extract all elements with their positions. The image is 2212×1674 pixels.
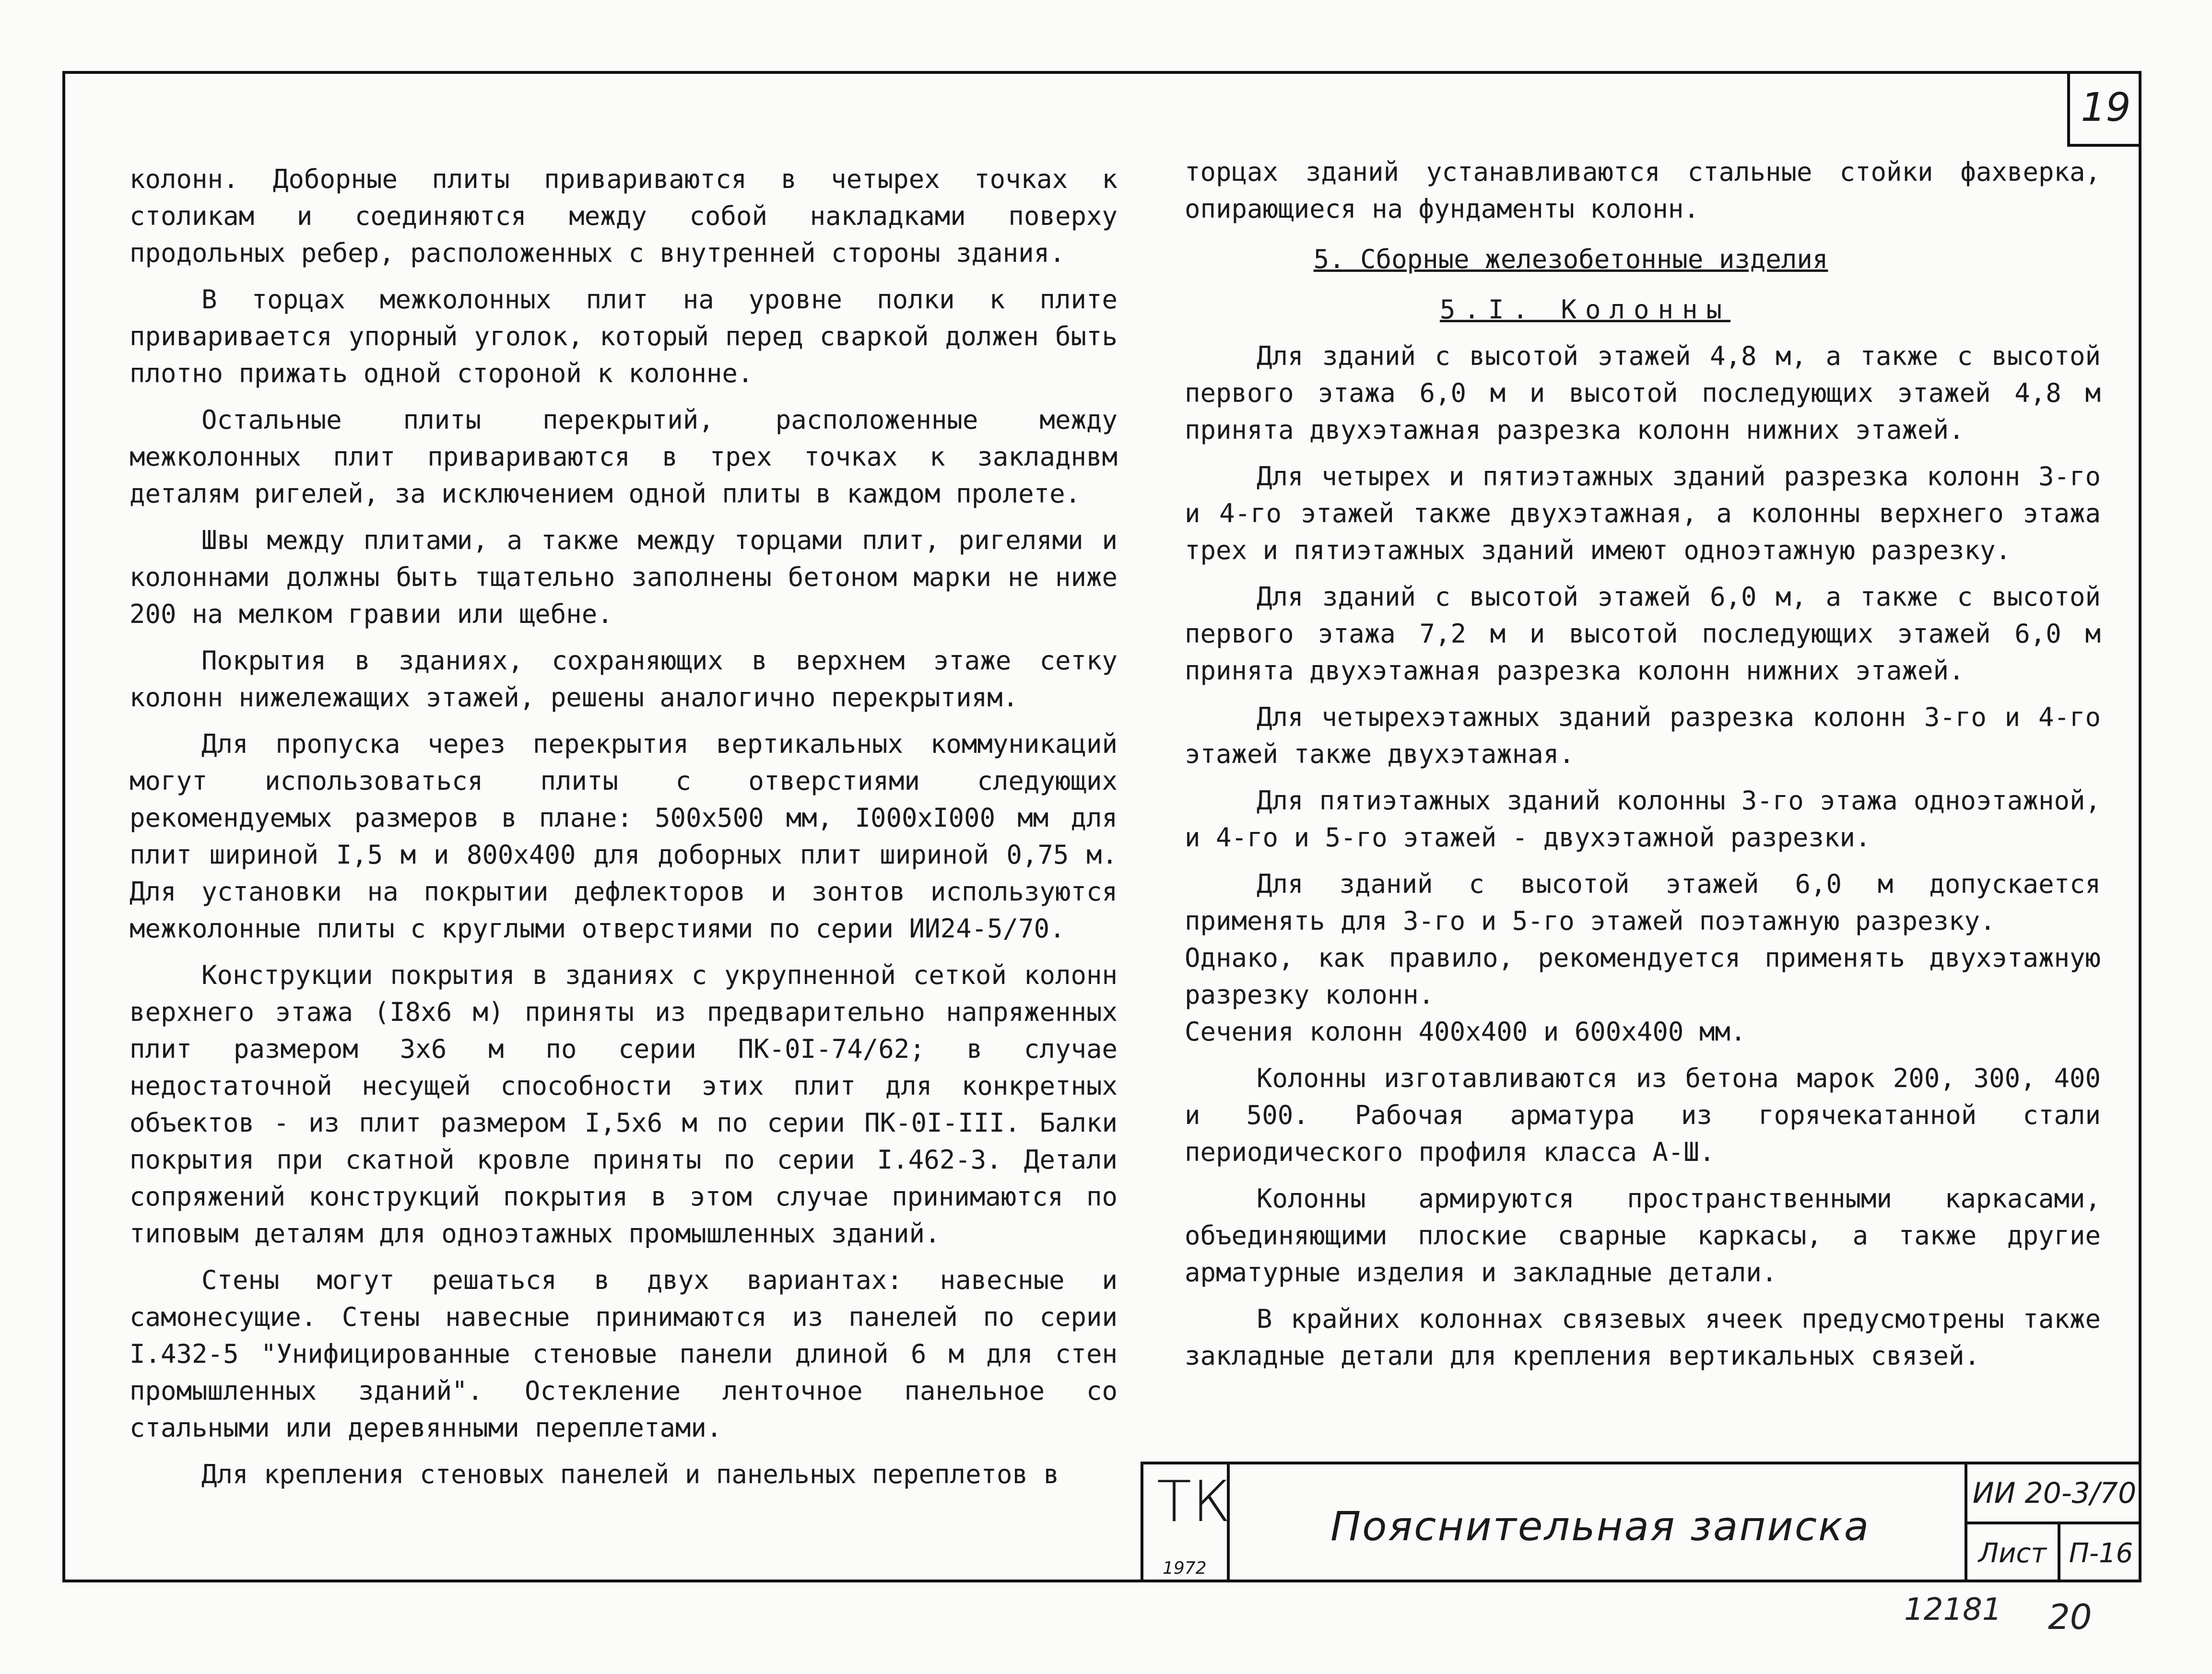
logo-text: ТК <box>1157 1468 1232 1534</box>
sheet-value: П-16 <box>2069 1538 2133 1569</box>
paragraph: Колонны армируются пространственными каркасами, объединяющими плоские сварные каркасы, а также другие арматурные изделия и закладные детали. <box>1185 1183 2101 1288</box>
paragraph: колонн. Доборные плиты привариваются в четырех точках к столикам и соединяются между собой накладками поверху продольных ребер, расположенных с внутренней стороны здания. <box>129 164 1118 268</box>
archive-number: 12181 <box>1904 1592 2002 1627</box>
section-heading: 5. Сборные железобетонные изделия <box>1313 244 1828 274</box>
paragraph: Конструкции покрытия в зданиях с укрупненной сеткой колонн верхнего этажа (I8х6 м) приняты из предварительно напряженных плит размером 3х6 м по серии ПК-0I-74/62; в случае недостаточной несущей способности этих плит для конкретных объектов - из плит размером I,5х6 м по серии ПК-0I-III. Балки покрытия при скатной кровле приняты по серии I.462-3. Детали сопряжений конструкций покрытия в этом случае принимаются по типовым деталям для одноэтажных промышленных зданий. <box>129 960 1118 1249</box>
paragraph: В крайних колоннах связевых ячеек предусмотрены также закладные детали для крепления вертикальных связей. <box>1185 1304 2101 1371</box>
paragraph: Остальные плиты перекрытий, расположенные между межколонных плит привариваются в трех точках к закладнвм деталям ригелей, за исключением одной плиты в каждом пролете. <box>129 405 1118 509</box>
right-column <box>1185 153 2101 1384</box>
paragraph: Для зданий с высотой этажей 6,0 м допускается применять для 3-го и 5-го этажей поэтажную разрезку. <box>1185 869 2101 936</box>
sheet-number: 19 <box>2067 71 2141 147</box>
left-column <box>129 161 1118 1502</box>
paragraph: Для зданий с высотой этажей 4,8 м, а также с высотой первого этажа 6,0 м и высотой последующих этажей 4,8 м принята двухэтажная разрезка колонн нижних этажей. <box>1185 341 2101 445</box>
paragraph: Для крепления стеновых панелей и панельных переплетов в <box>201 1459 1059 1489</box>
paragraph: Однако, как правило, рекомендуется применять двухэтажную разрезку колонн. <box>1185 943 2101 1010</box>
sheet-label: Лист <box>1965 1524 2060 1582</box>
title-block <box>1141 1462 2141 1582</box>
paragraph: Сечения колонн 400х400 и 600х400 мм. <box>1185 1017 1746 1047</box>
logo-year: 1972 <box>1163 1558 1207 1578</box>
paragraph: Для пропуска через перекрытия вертикальных коммуникаций могут использоваться плиты с отверстиями следующих рекомендуемых размеров в плане: 500х500 мм, I000хI000 мм для плит шириной I,5 м и 800х400 для доборных плит шириной 0,75 м. Для установки на покрытии дефлекторов и зонтов используются межколонные плиты с круглыми отверстиями по серии ИИ24-5/70. <box>129 729 1118 944</box>
paragraph: торцах зданий устанавливаются стальные стойки фахверка, опирающиеся на фундаменты колонн. <box>1185 157 2101 224</box>
paragraph: Швы между плитами, а также между торцами плит, ригелями и колоннами должны быть тщательно заполнены бетоном марки не ниже 200 на мелком гравии или щебне. <box>129 525 1118 629</box>
paragraph: Стены могут решаться в двух вариантах: навесные и самонесущие. Стены навесные принимаются из панелей по серии I.432-5 "Унифицированные стеновые панели длиной 6 м для стен промышленных зданий". Остекление ленточное панельное со стальными или деревянными переплетами. <box>129 1265 1118 1443</box>
series-code: ИИ 20-3/70 <box>1965 1464 2141 1524</box>
paragraph: Для четырехэтажных зданий разрезка колонн 3-го и 4-го этажей также двухэтажная. <box>1185 702 2101 769</box>
paragraph: Для четырех и пятиэтажных зданий разрезка колонн 3-го и 4-го этажей также двухэтажная, а колонны верхнего этажа трех и пятиэтажных зданий имеют одноэтажную разрезку. <box>1185 461 2101 565</box>
page-number: 20 <box>2048 1597 2092 1637</box>
paragraph: Колонны изготавливаются из бетона марок 200, 300, 400 и 500. Рабочая арматура из горячекатанной стали периодического профиля класса А-Ш. <box>1185 1063 2101 1167</box>
paragraph: Покрытия в зданиях, сохраняющих в верхнем этаже сетку колонн нижележащих этажей, решены аналогично перекрытиям. <box>129 645 1118 713</box>
paragraph: В торцах межколонных плит на уровне полки к плите приваривается упорный уголок, который перед сваркой должен быть плотно прижать одной стороной к колонне. <box>129 284 1118 388</box>
paragraph: Для зданий с высотой этажей 6,0 м, а также с высотой первого этажа 7,2 м и высотой последующих этажей 6,0 м принята двухэтажная разрезка колонн нижних этажей. <box>1185 582 2101 686</box>
document-title: Пояснительная записка <box>1330 1503 1871 1550</box>
organization-logo <box>1143 1464 1230 1582</box>
paragraph: Для пятиэтажных зданий колонны 3-го этажа одноэтажной, и 4-го и 5-го этажей - двухэтажной разрезки. <box>1185 785 2101 853</box>
subsection-heading: 5.I. Колонны <box>1439 294 1731 325</box>
